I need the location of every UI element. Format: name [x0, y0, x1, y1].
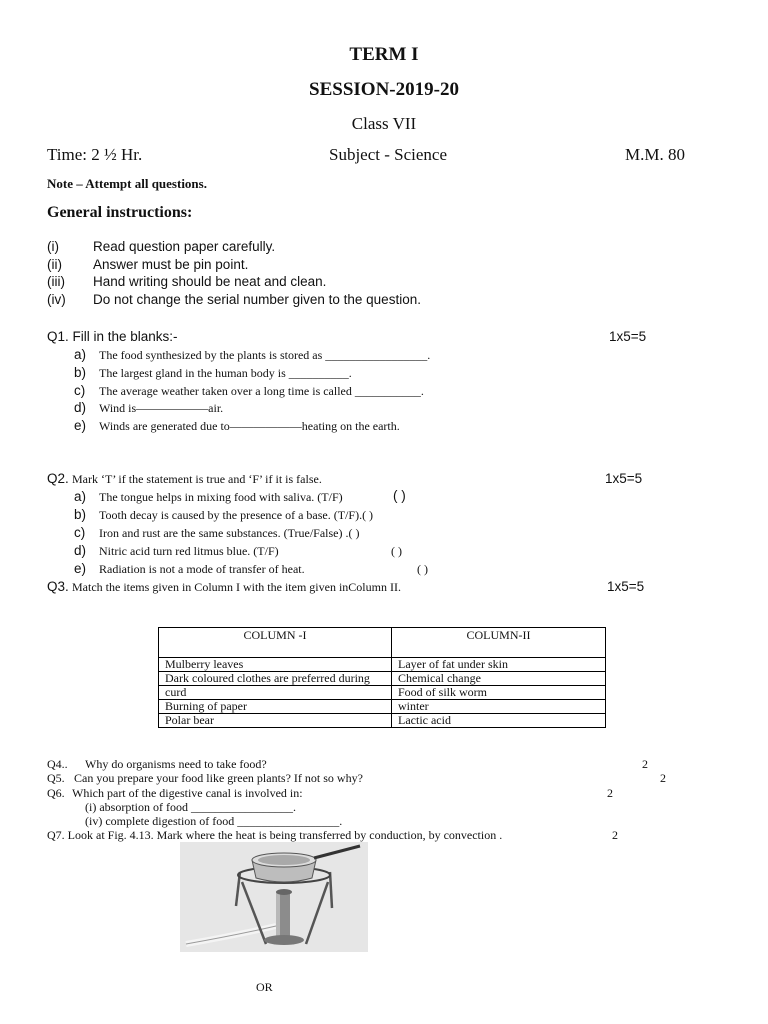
item-letter: d): [74, 543, 87, 558]
column-header: COLUMN -I: [159, 628, 392, 658]
q2-marks: 1x5=5: [605, 471, 643, 486]
q2-item-c: Iron and rust are the same substances. (True/False) .( ): [99, 526, 360, 540]
q2-item-e: Radiation is not a mode of transfer of heat.: [99, 562, 305, 576]
instruction-number: (iii): [47, 274, 65, 289]
table-row: [159, 700, 606, 714]
table-cell: Layer of fat under skin: [392, 658, 606, 672]
q3-marks: 1x5=5: [607, 579, 645, 594]
q1-marks: 1x5=5: [609, 329, 647, 344]
q5-marks: 2: [660, 771, 666, 785]
or-separator: OR: [256, 980, 273, 994]
item-letter: e): [74, 418, 87, 433]
instruction-number: (ii): [47, 257, 62, 272]
instruction-text: Do not change the serial number given to the question.: [93, 292, 421, 307]
note: Note – Attempt all questions.: [47, 176, 207, 191]
answer-box: ( ): [393, 488, 406, 503]
class-title: Class VII: [351, 114, 417, 133]
table-row: [159, 658, 606, 672]
q5-label: Q5.: [47, 771, 65, 785]
q1-item-d: Wind is——————air.: [99, 401, 224, 415]
table-header-row: [159, 628, 606, 658]
instruction-text: Hand writing should be neat and clean.: [93, 274, 327, 289]
term-title: TERM I: [349, 44, 419, 65]
item-letter: d): [74, 400, 87, 415]
answer-box: ( ): [417, 562, 428, 576]
column-header: COLUMN-II: [392, 628, 606, 658]
q4-label: Q4..: [47, 757, 68, 771]
q3-text: Match the items given in Column I with the item given inColumn II.: [72, 580, 401, 594]
answer-box: ( ): [391, 544, 402, 558]
match-table: [158, 627, 606, 728]
item-letter: b): [74, 365, 87, 380]
item-letter: c): [74, 525, 86, 540]
q1-item-b: The largest gland in the human body is __________.: [99, 366, 352, 380]
item-letter: b): [74, 507, 87, 522]
q2-item-a: The tongue helps in mixing food with saliva. (T/F): [99, 490, 343, 504]
table-cell: Food of silk worm: [392, 686, 606, 700]
q6-sub-i: (i) absorption of food _________________.: [85, 800, 296, 814]
q7-marks: 2: [612, 828, 618, 842]
item-letter: a): [74, 489, 87, 504]
table-row: [159, 714, 606, 728]
table-cell: Lactic acid: [392, 714, 606, 728]
table-cell: Mulberry leaves: [159, 658, 392, 672]
general-instructions-heading: General instructions:: [47, 204, 193, 221]
q7-text: Q7. Look at Fig. 4.13. Mark where the heat is being transferred by conduction, by convection .: [47, 828, 503, 842]
subject-label: Subject - Science: [329, 145, 448, 164]
q6-label: Q6.: [47, 786, 65, 800]
table-cell: Chemical change: [392, 672, 606, 686]
max-marks-label: M.M. 80: [625, 145, 685, 164]
instruction-number: (iv): [47, 292, 66, 307]
q4-marks: 2: [642, 757, 648, 771]
table-cell: Polar bear: [159, 714, 392, 728]
table-row: [159, 672, 606, 686]
item-letter: a): [74, 347, 87, 362]
table-cell: Dark coloured clothes are preferred during: [159, 672, 392, 686]
table-cell: Burning of paper: [159, 700, 392, 714]
q2-label: Q2.: [47, 471, 69, 486]
heat-transfer-figure: [180, 842, 368, 952]
q1-item-a: The food synthesized by the plants is stored as _________________.: [99, 348, 431, 362]
q2-text: Mark ‘T’ if the statement is true and ‘F’ if it is false.: [72, 472, 322, 486]
table-cell: curd: [159, 686, 392, 700]
q2-item-d: Nitric acid turn red litmus blue. (T/F): [99, 544, 279, 558]
instruction-text: Read question paper carefully.: [93, 239, 276, 254]
q6-text: Which part of the digestive canal is involved in:: [72, 786, 303, 800]
q4-text: Why do organisms need to take food?: [85, 757, 267, 771]
instruction-number: (i): [47, 239, 59, 254]
pan-on-stand-illustration: [180, 842, 368, 952]
q6-sub-iv: (iv) complete digestion of food _________________.: [85, 814, 343, 828]
instruction-text: Answer must be pin point.: [93, 257, 249, 272]
q5-text: Can you prepare your food like green plants? If not so why?: [74, 771, 363, 785]
q1-item-c: The average weather taken over a long time is called ___________.: [99, 384, 424, 398]
table-cell: winter: [392, 700, 606, 714]
q1-item-e: Winds are generated due to——————heating on the earth.: [99, 419, 400, 433]
q3-label: Q3.: [47, 579, 69, 594]
table-row: [159, 686, 606, 700]
session-title: SESSION-2019-20: [309, 79, 459, 100]
q2-item-b: Tooth decay is caused by the presence of a base. (T/F).( ): [99, 508, 374, 522]
time-label: Time: 2 ½ Hr.: [47, 145, 143, 164]
q6-marks: 2: [607, 786, 613, 800]
item-letter: e): [74, 561, 87, 576]
item-letter: c): [74, 383, 86, 398]
q1-label: Q1. Fill in the blanks:-: [47, 329, 178, 344]
